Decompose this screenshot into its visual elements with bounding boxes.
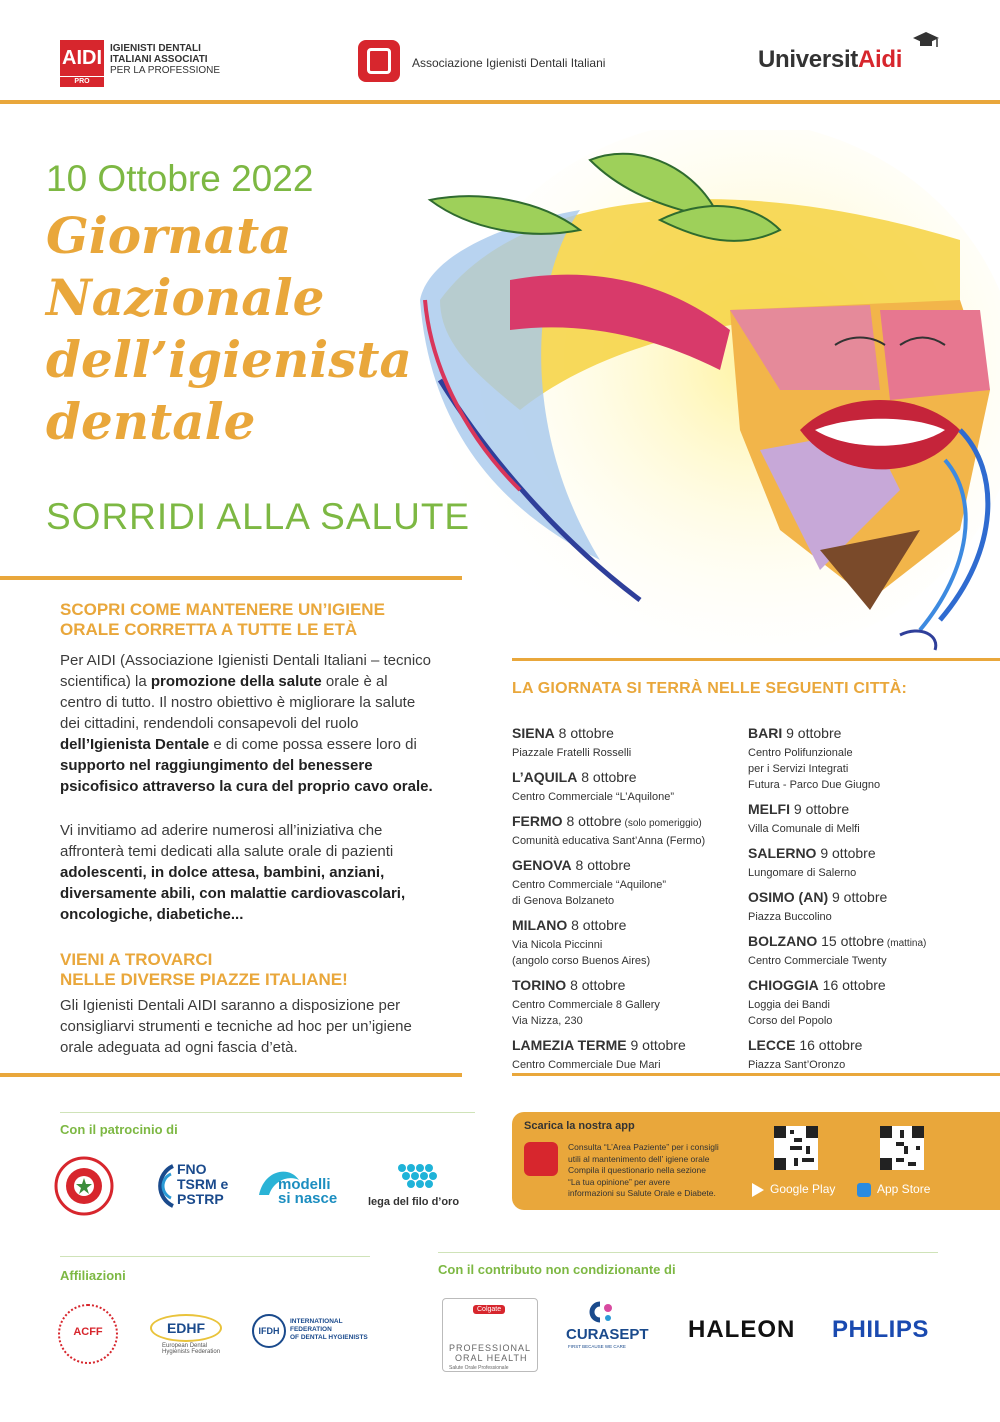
city-venue: Piazza Buccolino	[748, 911, 832, 923]
city-date: 9 ottobre	[790, 801, 850, 817]
city-venue: Comunità educativa Sant’Anna (Fermo)	[512, 835, 706, 847]
cities-heading: LA GIORNATA SI TERRÀ NELLE SEGUENTI CITTÀ:	[512, 680, 908, 697]
lega-filo-doro-logo: lega del filo d’oro	[366, 1162, 476, 1212]
universitaidi-logo: UniversitAidi	[758, 46, 903, 73]
city-venue: Villa Comunale di Melfi	[748, 823, 860, 835]
city-date: 16 ottobre	[818, 977, 886, 993]
city-venue: Centro Commerciale Due Mari	[512, 1059, 661, 1071]
city-entry	[748, 844, 876, 881]
city-date: 8 ottobre	[562, 813, 622, 829]
city-entry	[512, 768, 674, 805]
city-date: 8 ottobre	[566, 977, 626, 993]
colgate-logo: Colgate PROFESSIONAL ORAL HEALTH Salute Orale Professionale	[442, 1298, 538, 1372]
city-name: CHIOGGIA	[748, 977, 819, 993]
city-name: BOLZANO	[748, 933, 818, 949]
curasept-logo: CURASEPT FIRST BECAUSE WE CARE	[566, 1300, 636, 1350]
intro-paragraph-2: Vi invitiamo ad aderire numerosi all’iniziativa che affronterà temi dedicati alla salute orale di pazienti adolescenti, in dolce attesa, bambini, anziani, diversamente abili, con malattie cardiovascolari, oncologiche, diabetiche...	[60, 822, 406, 923]
city-venue: Futura - Parco Due Giugno	[748, 779, 881, 791]
city-entry	[748, 724, 880, 793]
city-entry	[512, 856, 666, 909]
city-name: FERMO	[512, 813, 563, 829]
city-entry	[512, 1036, 686, 1073]
acff-logo: ACFF	[58, 1304, 118, 1364]
app-store-qr-code[interactable]	[880, 1126, 924, 1170]
ifdh-logo: IFDH INTERNATIONAL FEDERATION OF DENTAL HYGIENISTS	[252, 1312, 372, 1352]
affiliations-divider	[60, 1256, 370, 1257]
city-name: MILANO	[512, 917, 568, 933]
sponsors-divider	[438, 1252, 938, 1253]
city-note: (mattina)	[884, 938, 927, 949]
city-venue: Centro Commerciale 8 Gallery	[512, 999, 660, 1011]
intro-bottom-rule	[0, 1073, 462, 1077]
patronage-heading: Con il patrocinio di	[60, 1122, 178, 1137]
city-venue: Via Nicola Piccinni	[512, 939, 603, 951]
city-venue: Lungomare di Salerno	[748, 867, 857, 879]
app-store-button[interactable]: App Store	[857, 1182, 930, 1197]
city-date: 15 ottobre	[817, 933, 885, 949]
haleon-logo: HALEON	[688, 1316, 796, 1343]
city-name: OSIMO (AN)	[748, 889, 829, 905]
city-venue: Piazzale Fratelli Rosselli	[512, 747, 632, 759]
city-venue: Centro Polifunzionale	[748, 747, 853, 759]
city-note: (solo pomeriggio)	[621, 818, 702, 829]
sponsors-heading: Con il contributo non condizionante di	[438, 1262, 676, 1277]
city-venue: Centro Commerciale Twenty	[748, 955, 887, 967]
city-name: MELFI	[748, 801, 790, 817]
aidipro-name: IGIENISTI DENTALI ITALIANI ASSOCIATI PER LA PROFESSIONE	[110, 43, 221, 76]
city-date: 8 ottobre	[571, 857, 631, 873]
app-logo	[524, 1142, 558, 1176]
app-download-panel	[512, 1112, 1000, 1210]
city-venue: per i Servizi Integrati	[748, 763, 849, 775]
intro-paragraph-1: Per AIDI (Associazione Igienisti Dentali Italiani – tecnico scientifica) la promozione della salute orale è al centro di tutto. Il nostro obiettivo è migliorare la salute dei cittadini, rendendoli consapevoli del ruolo dell’Igienista Dentale e di come possa essere loro di supporto nel raggiungimento del benessere psicofisico attraverso la cura del proprio cavo orale.	[60, 652, 433, 795]
patronage-divider	[60, 1112, 475, 1113]
city-venue: (angolo corso Buenos Aires)	[512, 955, 651, 967]
aidi-name: Associazione Igienisti Dentali Italiani	[412, 56, 606, 70]
cities-top-rule	[512, 658, 1000, 661]
city-name: SALERNO	[748, 845, 817, 861]
city-date: 9 ottobre	[626, 1037, 686, 1053]
city-name: L’AQUILA	[512, 769, 578, 785]
graduation-cap-icon	[912, 30, 940, 50]
event-date: 10 Ottobre 2022	[46, 158, 314, 199]
city-date: 9 ottobre	[816, 845, 876, 861]
city-name: TORINO	[512, 977, 567, 993]
city-venue: di Genova Bolzaneto	[512, 895, 615, 907]
app-heading: Scarica la nostra app	[524, 1120, 635, 1132]
google-play-button[interactable]: Google Play	[752, 1182, 835, 1197]
city-entry	[512, 916, 650, 969]
header-rule	[0, 100, 1000, 104]
city-entry	[512, 724, 631, 761]
city-entry	[512, 976, 660, 1029]
city-venue: Loggia dei Bandi	[748, 999, 830, 1011]
city-date: 16 ottobre	[795, 1037, 863, 1053]
city-entry	[748, 800, 860, 837]
city-name: LECCE	[748, 1037, 796, 1053]
curasept-mark-icon	[586, 1300, 616, 1324]
intro-top-rule	[0, 576, 462, 580]
ordine-medici-logo	[54, 1156, 114, 1216]
city-venue: Corso del Popolo	[748, 1015, 833, 1027]
city-venue: Centro Commerciale “L’Aquilone”	[512, 791, 675, 803]
event-subtitle: SORRIDI ALLA SALUTE	[46, 496, 471, 537]
edhf-logo: EDHF European Dental Hygienists Federation	[150, 1310, 220, 1354]
modelli-si-nasce-logo: modelli si nasce	[254, 1160, 344, 1212]
aidipro-logo: AIDI PRO	[60, 40, 104, 76]
aidi-logo	[358, 40, 400, 82]
city-name: SIENA	[512, 725, 555, 741]
google-play-icon	[752, 1183, 764, 1197]
city-date: 9 ottobre	[828, 889, 888, 905]
intro-heading: SCOPRI COME MANTENERE UN’IGIENE ORALE CORRETTA A TUTTE LE ETÀ	[60, 600, 385, 639]
city-venue: Via Nizza, 230	[512, 1015, 583, 1027]
app-store-icon	[857, 1183, 871, 1197]
google-play-qr-code[interactable]	[774, 1126, 818, 1170]
city-date: 8 ottobre	[577, 769, 637, 785]
city-date: 9 ottobre	[782, 725, 842, 741]
fno-tsrm-logo: FNO TSRM e PSTRP	[143, 1160, 233, 1212]
fno-arc-icon	[143, 1160, 177, 1212]
city-name: GENOVA	[512, 857, 572, 873]
app-description: Consulta “L’Area Paziente” per i consigli utili al mantenimento dell’ igiene orale Compila il questionario nella sezione “La tua opinione” per avere informazioni su Salute Orale e Diabete.	[568, 1142, 719, 1198]
city-name: BARI	[748, 725, 783, 741]
city-date: 8 ottobre	[567, 917, 627, 933]
cities-bottom-rule	[512, 1073, 1000, 1076]
visit-paragraph: Gli Igienisti Dentali AIDI saranno a disposizione per consigliarvi strumenti e tecniche ad hoc per un’igiene orale adeguata ad ogni fascia d’età.	[60, 997, 412, 1056]
city-entry	[748, 976, 886, 1029]
city-entry	[748, 1036, 862, 1073]
city-entry	[748, 888, 887, 925]
city-venue: Centro Commerciale “Aquilone”	[512, 879, 667, 891]
visit-heading: VIENI A TROVARCI NELLE DIVERSE PIAZZE ITALIANE!	[60, 950, 348, 989]
affiliations-heading: Affiliazioni	[60, 1268, 126, 1283]
beads-icon	[396, 1162, 440, 1190]
city-name: LAMEZIA TERME	[512, 1037, 627, 1053]
city-venue: Piazza Sant’Oronzo	[748, 1059, 846, 1071]
city-entry	[512, 812, 705, 849]
city-date: 8 ottobre	[554, 725, 614, 741]
philips-logo: PHILIPS	[832, 1316, 929, 1343]
city-entry	[748, 932, 926, 969]
event-title: Giornata Nazionale dell’igienista dentale	[46, 206, 412, 451]
